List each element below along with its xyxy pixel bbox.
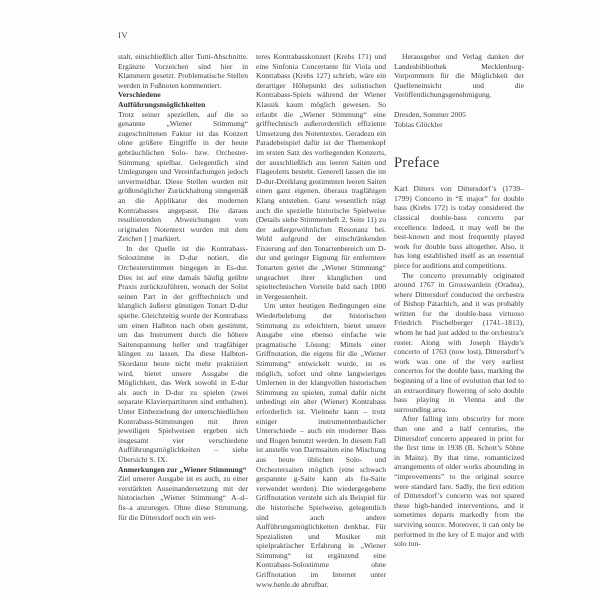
paragraph-continuation: stalt, einschließlich aller Tutti-Abschnitte. Ergänzte Vorzeichen sind hier in Klammern gesetzt. Problematische Stellen werden in Fußnoten kommentiert. [118, 52, 248, 90]
paragraph-acknowledgement: Herausgeber und Verlag danken der Landesbibliothek Mecklenburg-Vorpommern für die Möglichkeit der Quelleneinsicht und die Veröffentlichungsgenehmigung. [394, 52, 524, 100]
paragraph-continuation: teres Kontrabasskonzert (Krebs 171) und eine Sinfonia Concertante für Viola und Kontrabass (Krebs 127) schrieb, wäre ein derartiger Höhepunkt des solistischen Kontrabass-Spiels während der Wiener Klassik kaum möglich gewesen. So erlaubt die „Wiener Stimmung“ eine grifftechnisch außerordentlich effiziente Umsetzung des Notentextes. Geradezu ein Paradebeispiel dafür ist der Themenkopf im ersten Satz des vorliegenden Konzerts, der ausschließlich aus leeren Saiten und Flageoletts besteht. Generell lassen die im D-dur-Dreiklang gestimmten leeren Saiten einen ganz eigenen, überaus tragfähigen Klang entstehen. Ganz wesentlich trägt auch die spezielle historische Spielweise (Details siehe Stimmenheft 2, Seite 11) zu der außergewöhnlichen Resonanz bei. Wohl aufgrund der einschränkenden Fixierung auf den Tonartenbereich um D-dur und geringer Eignung für entferntere Tonarten geriet die „Wiener Stimmung“ ungeachtet ihrer klanglichen und spieltechnischen Vorteile bald nach 1800 in Vergessenheit. [256, 52, 386, 301]
signature-line: Tobias Glöckler [394, 119, 443, 129]
column-right [394, 52, 524, 549]
section-heading-wiener-stimmung: Anmerkungen zur „Wiener Stimmung“ [118, 464, 247, 474]
paragraph-revival: Um unter heutigen Bedingungen eine Wiederbelebung der historischen Stimmung zu erleichtern, bietet unsere Ausgabe eine ebenso einfache wie pragmatische Lösung: Mittels einer Griffnotation, die eigens für die „Wiener Stimmung“ entwickelt wurde, ist es möglich, sofort und ohne langwieriges Umlernen in der klangvollen historischen Stimmung zu spielen, zumal dafür nicht unbedingt ein alter (Wiener) Kontrabass erforderlich ist. Vielmehr kann – trotz einiger instrumentenbaulicher Unterschiede – auch ein moderner Bass und Bogen benutzt werden. In diesem Fall ist anstelle von Darmsaiten eine Mischung aus heute üblichen Solo- und Orchestersaiten möglich (eine schwach gespannte g-Saite kann als fis-Saite verwendet werden). Die wiedergegebene Griffnotation versteht sich als Beispiel für die historische Spielweise, gelegentlich sind auch andere Aufführungsmöglichkeiten denkbar. Für Spezialisten und Musiker mit spielpraktischer Erfahrung in „Wiener Stimmung“ ist ergänzend eine Kontrabass-Solostimme ohne Griffnotation im Internet unter www.henle.de abrufbar. [256, 301, 386, 589]
paragraph-intro: Karl Ditters von Dittersdorf’s (1739–1799) Concerto in “E major” for double bass (Krebs 172) is today considered the classical double-bass concerto par excellence. Indeed, it may well be the best-known and most frequently played work for double bass altogether. Also, it has long established itself as an essential piece for auditions and competitions. [394, 184, 524, 270]
column-middle [256, 52, 386, 589]
section-heading-performance-options: Verschiedene Aufführungsmöglichkeiten [118, 90, 206, 109]
paragraph-origin: The concerto presumably originated around 1767 in Grosswardein (Oradea), where Dittersdorf conducted the orchestra of Bishop Patachich, and it was probably written for the double-bass virtuoso Friedrich Pischelberger (1741–1813), whom he had just added to the orchestra’s roster. Along with Joseph Haydn’s concerto of 1763 (now lost), Dittersdorf’s work was one of the very earliest concertos for the double bass, marking the beginning of a line of evolution that led to an extraordinary flowering of solo double bass playing in Vienna and the surrounding area. [394, 270, 524, 414]
preface-heading: Preface [394, 155, 440, 172]
paragraph-tuning: Trotz seiner speziellen, auf die so genannte „Wiener Stimmung“ zugeschnittenen Faktur ist das Konzert ohne größere Eingriffe in der heute gebräuchlichen Solo- bzw. Orchester-Stimmung spielbar. Gelegentlich sind Umlegungen und Vereinfachungen jedoch unvermeidbar. Diese Stellen wurden mit größtmöglicher Zurückhaltung sinngemäß an die Applikatur des modernen Kontrabasses angepasst. Die daraus resultierenden Abweichungen vom originalen Notentext wurden mit dem Zeichen [ ] markiert. [118, 109, 248, 244]
page-number: IV [118, 30, 129, 40]
text-columns [118, 52, 524, 589]
paragraph-source-keys: In der Quelle ist die Kontrabass-Solostimme in D-dur notiert, die Orchesterstimmen hingegen in Es-dur. Dies ist auf eine damals häufig geübte Praxis zurückzuführen, wonach der Solist seinen Part in der grifftechnisch und klanglich äußerst günstigen Tonart D-dur spielte. Gleichzeitig wurde der Kontrabass um einen Halbton nach oben gestimmt, um das Instrument durch die höhere Saitenspannung heller und tragfähiger klingen zu lassen. Da diese Halbton-Skordatur heute nicht mehr praktiziert wird, bietet unsere Ausgabe die Möglichkeit, das Werk sowohl in E-dur als auch in D-dur zu spielen (zwei separate Klavierpartituren sind enthalten). Unter Einbeziehung der unterschiedlichen Kontrabass-Stimmungen mit ihren jeweiligen Spielweisen ergeben sich insgesamt vier verschiedene Aufführungsmöglichkeiten – siehe Übersicht S. IX. [118, 243, 248, 464]
paragraph-history: After falling into obscurity for more than one and a half centuries, the Dittersdorf concerto appeared in print for the first time in 1938 (B. Schott’s Söhne in Mainz). By that time, romanticized arrangements of older works abounding in “improvements” to the original source were standard fare. Sadly, the first edition of Dittersdorf’s concerto was not spared these high-handed interventions, and it sometimes departs markedly from the surviving source. Moreover, it can only be performed in the key of E major and with solo tun- [394, 414, 524, 549]
paragraph-wiener-stimmung: Ziel unserer Ausgabe ist es auch, zu einer verstärkten Auseinandersetzung mit der historischen „Wiener Stimmung“ A–d–fis–a anzuregen. Ohne diese Stimmung, für die Dittersdorf noch ein wei- [118, 474, 248, 522]
column-left [118, 52, 248, 522]
date-line: Dresden, Sommer 2005 [394, 109, 466, 119]
